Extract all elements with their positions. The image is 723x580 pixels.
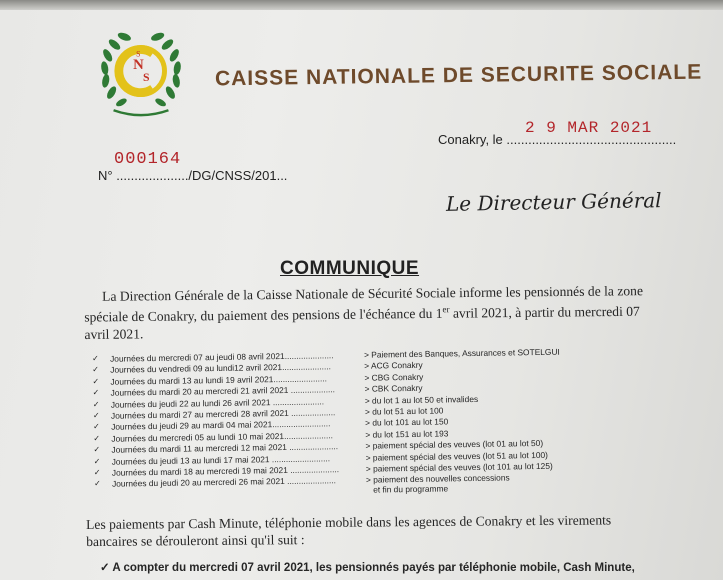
communique-title: COMMUNIQUE: [280, 258, 420, 279]
schedule-recipient: > du lot 151 au lot 193: [365, 428, 449, 440]
place-dots: ...............................................: [506, 132, 677, 147]
cnss-logo: [92, 24, 190, 122]
reference-number-stamp: 000164: [114, 150, 182, 169]
schedule-recipient-line2: et fin du programme: [373, 483, 449, 495]
schedule-recipient: > CBG Conakry: [364, 371, 424, 383]
checkmark-icon: ✓: [93, 467, 101, 477]
schedule-period: Journées du mardi 27 au mercredi 28 avril 2021 ...................: [110, 407, 336, 421]
schedule-period: Journées du mardi 11 au mercredi 12 mai 2021 .....................: [111, 441, 339, 455]
signatory-title: Le Directeur Général: [445, 188, 662, 216]
schedule-period: Journées du mardi 18 au mercredi 19 mai 2021 .....................: [111, 464, 340, 478]
checkmark-icon: ✓: [92, 410, 100, 420]
payment-schedule: [92, 346, 614, 495]
schedule-period: Journées du jeudi 13 au lundi 17 mai 2021 .........................: [111, 452, 331, 467]
checkmark-icon: ✓: [92, 353, 99, 363]
organization-name: CAISSE NATIONALE DE SECURITE SOCIALE: [214, 60, 703, 91]
checkmark-icon: ✓: [92, 399, 100, 409]
schedule-recipient: > paiement spécial des veuves (lot 51 au lot 100): [365, 449, 548, 463]
schedule-period: Journées du mercredi 05 au lundi 10 mai 2021.....................: [111, 429, 333, 444]
date-stamp: 2 9 MAR 2021: [525, 119, 653, 137]
intro-text-start: La Direction Générale de la Caisse Nationale de Sécurité Sociale informe les pensionnés de la zone spéciale de Conakry, du paiement des pensions de l'échéance du 1: [84, 283, 644, 325]
checkmark-icon: ✓: [93, 479, 101, 489]
place-date-line: [438, 132, 676, 147]
schedule-recipient: > paiement spécial des veuves (lot 01 au lot 50): [365, 438, 544, 451]
schedule-period: Journées du mardi 13 au lundi 19 avril 2021.......................: [110, 373, 327, 387]
svg-text:S: S: [142, 70, 150, 84]
schedule-recipient: > Paiement des Banques, Assurances et SOTELGUI: [363, 346, 560, 360]
intro-paragraph: [84, 282, 645, 342]
schedule-recipient: > CBK Conakry: [364, 382, 423, 394]
schedule-period: Journées du jeudi 29 au mardi 04 mai 2021.........................: [111, 418, 331, 433]
schedule-recipient-line1: > paiement des nouvelles concessions: [365, 472, 510, 486]
checkmark-icon: ✓: [92, 388, 100, 398]
checkmark-icon: ✓: [92, 376, 100, 386]
schedule-recipient: > du lot 51 au lot 100: [364, 405, 444, 417]
checkmark-icon: ✓: [93, 433, 101, 443]
checkmark-icon: ✓: [93, 456, 101, 466]
schedule-period: Journées du mardi 20 au mercredi 21 avril 2021 ...................: [110, 384, 336, 398]
schedule-recipient: > ACG Conakry: [364, 360, 423, 372]
paper-top-edge: [0, 0, 723, 10]
schedule-recipient: > du lot 101 au lot 150: [365, 416, 449, 429]
bullet-text: A compter du mercredi 07 avril 2021, les pensionnés payés par téléphonie mobile, Cash Minute,: [112, 562, 635, 574]
checkmark-icon: ✓: [93, 445, 101, 455]
checkmark-icon: ✓: [100, 562, 110, 574]
schedule-recipient: > paiement spécial des veuves (lot 101 au lot 125): [365, 460, 553, 474]
schedule-period: Journées du mercredi 07 au jeudi 08 avril 2021.....................: [109, 350, 334, 364]
checkmark-icon: ✓: [93, 422, 100, 432]
svg-text:N: N: [133, 57, 144, 74]
reference-line: N° ..................../DG/CNSS/201...: [98, 168, 288, 183]
schedule-period: Journées du jeudi 22 au lundi 26 avril 2021 ......................: [110, 395, 325, 410]
intro-text-end: avril 2021, à partir du mercredi 07 avril 2021.: [84, 303, 640, 342]
checkmark-icon: ✓: [92, 365, 100, 375]
schedule-recipient: [366, 473, 510, 495]
intro-superscript: er: [442, 304, 450, 315]
schedule-period: Journées du vendredi 09 au lundi12 avril 2021.....................: [110, 361, 331, 376]
payments-paragraph: Les paiements par Cash Minute, téléphonie mobile dans les agences de Conakry et les virements bancaires se dérouleront ainsi qu'il suit :: [86, 512, 612, 549]
bullet-item: [100, 560, 700, 574]
place-label: Conakry, le: [438, 132, 503, 147]
schedule-recipient: > du lot 1 au lot 50 et invalides: [364, 393, 479, 406]
svg-text:S: S: [136, 49, 141, 59]
schedule-period: Journées du jeudi 20 au mercredi 26 mai 2021 .....................: [111, 475, 337, 489]
